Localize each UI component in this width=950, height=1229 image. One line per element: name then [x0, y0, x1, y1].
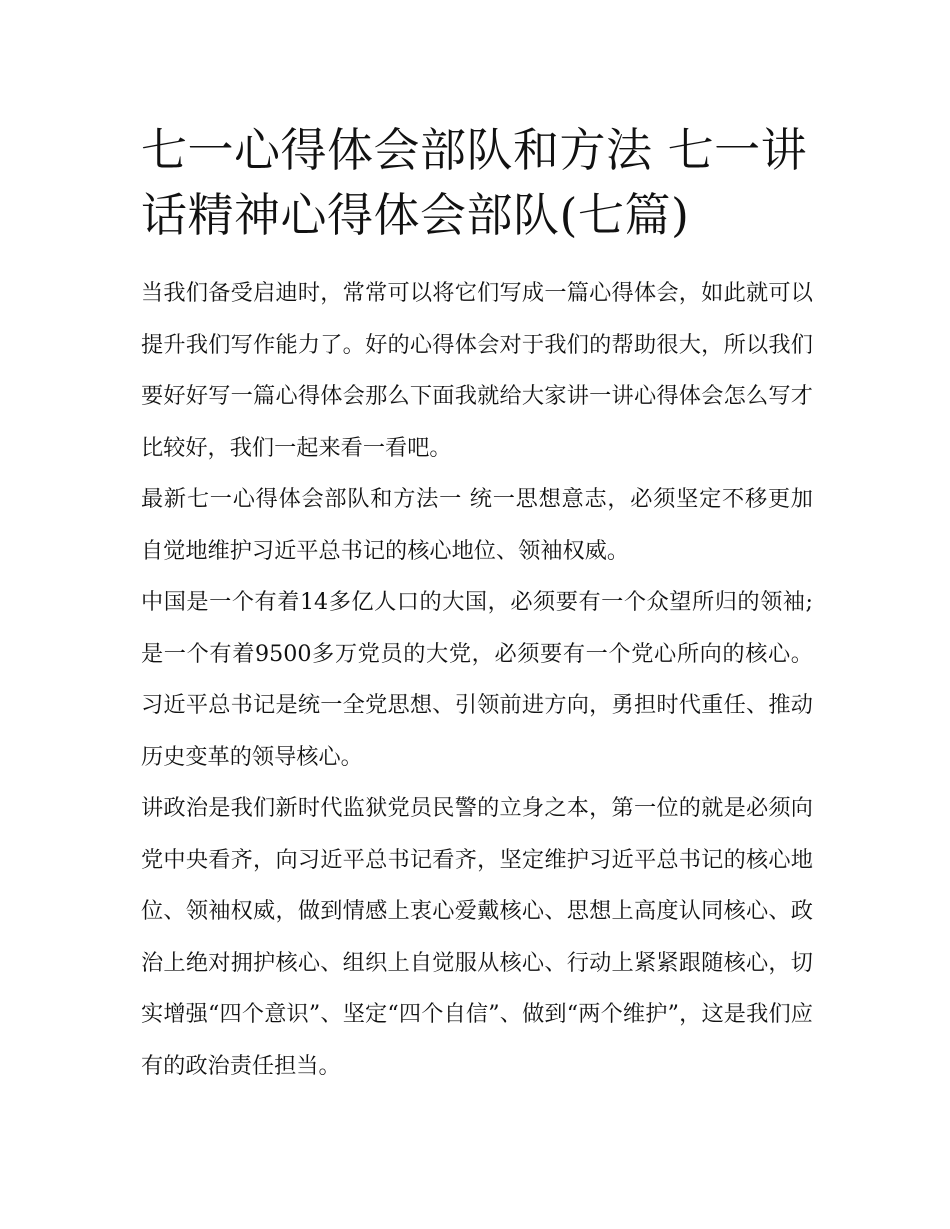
- paragraph-intro: 当我们备受启迪时，常常可以将它们写成一篇心得体会，如此就可以提升我们写作能力了。好的心得体会对于我们的帮助很大，所以我们要好好写一篇心得体会那么下面我就给大家讲一讲心得体会怎么写才比较好，我们一起来看一看吧。: [141, 280, 813, 461]
- paragraph-core-leader: 中国是一个有着14多亿人口的大国，必须要有一个众望所归的领袖;是一个有着9500多万党员的大党，必须要有一个党心所向的核心。习近平总书记是统一全党思想、引领前进方向，勇担时代重任、推动历史变革的领导核心。: [141, 589, 813, 770]
- document-title: 七一心得体会部队和方法 七一讲话精神心得体会部队(七篇): [141, 123, 808, 242]
- paragraph-section-heading: 最新七一心得体会部队和方法一 统一思想意志，必须坚定不移更加自觉地维护习近平总书记的核心地位、领袖权威。: [141, 486, 813, 564]
- paragraph-political-duty: 讲政治是我们新时代监狱党员民警的立身之本，第一位的就是必须向党中央看齐，向习近平总书记看齐，坚定维护习近平总书记的核心地位、领袖权威，做到情感上衷心爱戴核心、思想上高度认同核心、政治上绝对拥护核心、组织上自觉服从核心、行动上紧紧跟随核心，切实增强“四个意识”、坚定“四个自信”、做到“两个维护”，这是我们应有的政治责任担当。: [141, 795, 813, 1079]
- document-content: [141, 118, 813, 1092]
